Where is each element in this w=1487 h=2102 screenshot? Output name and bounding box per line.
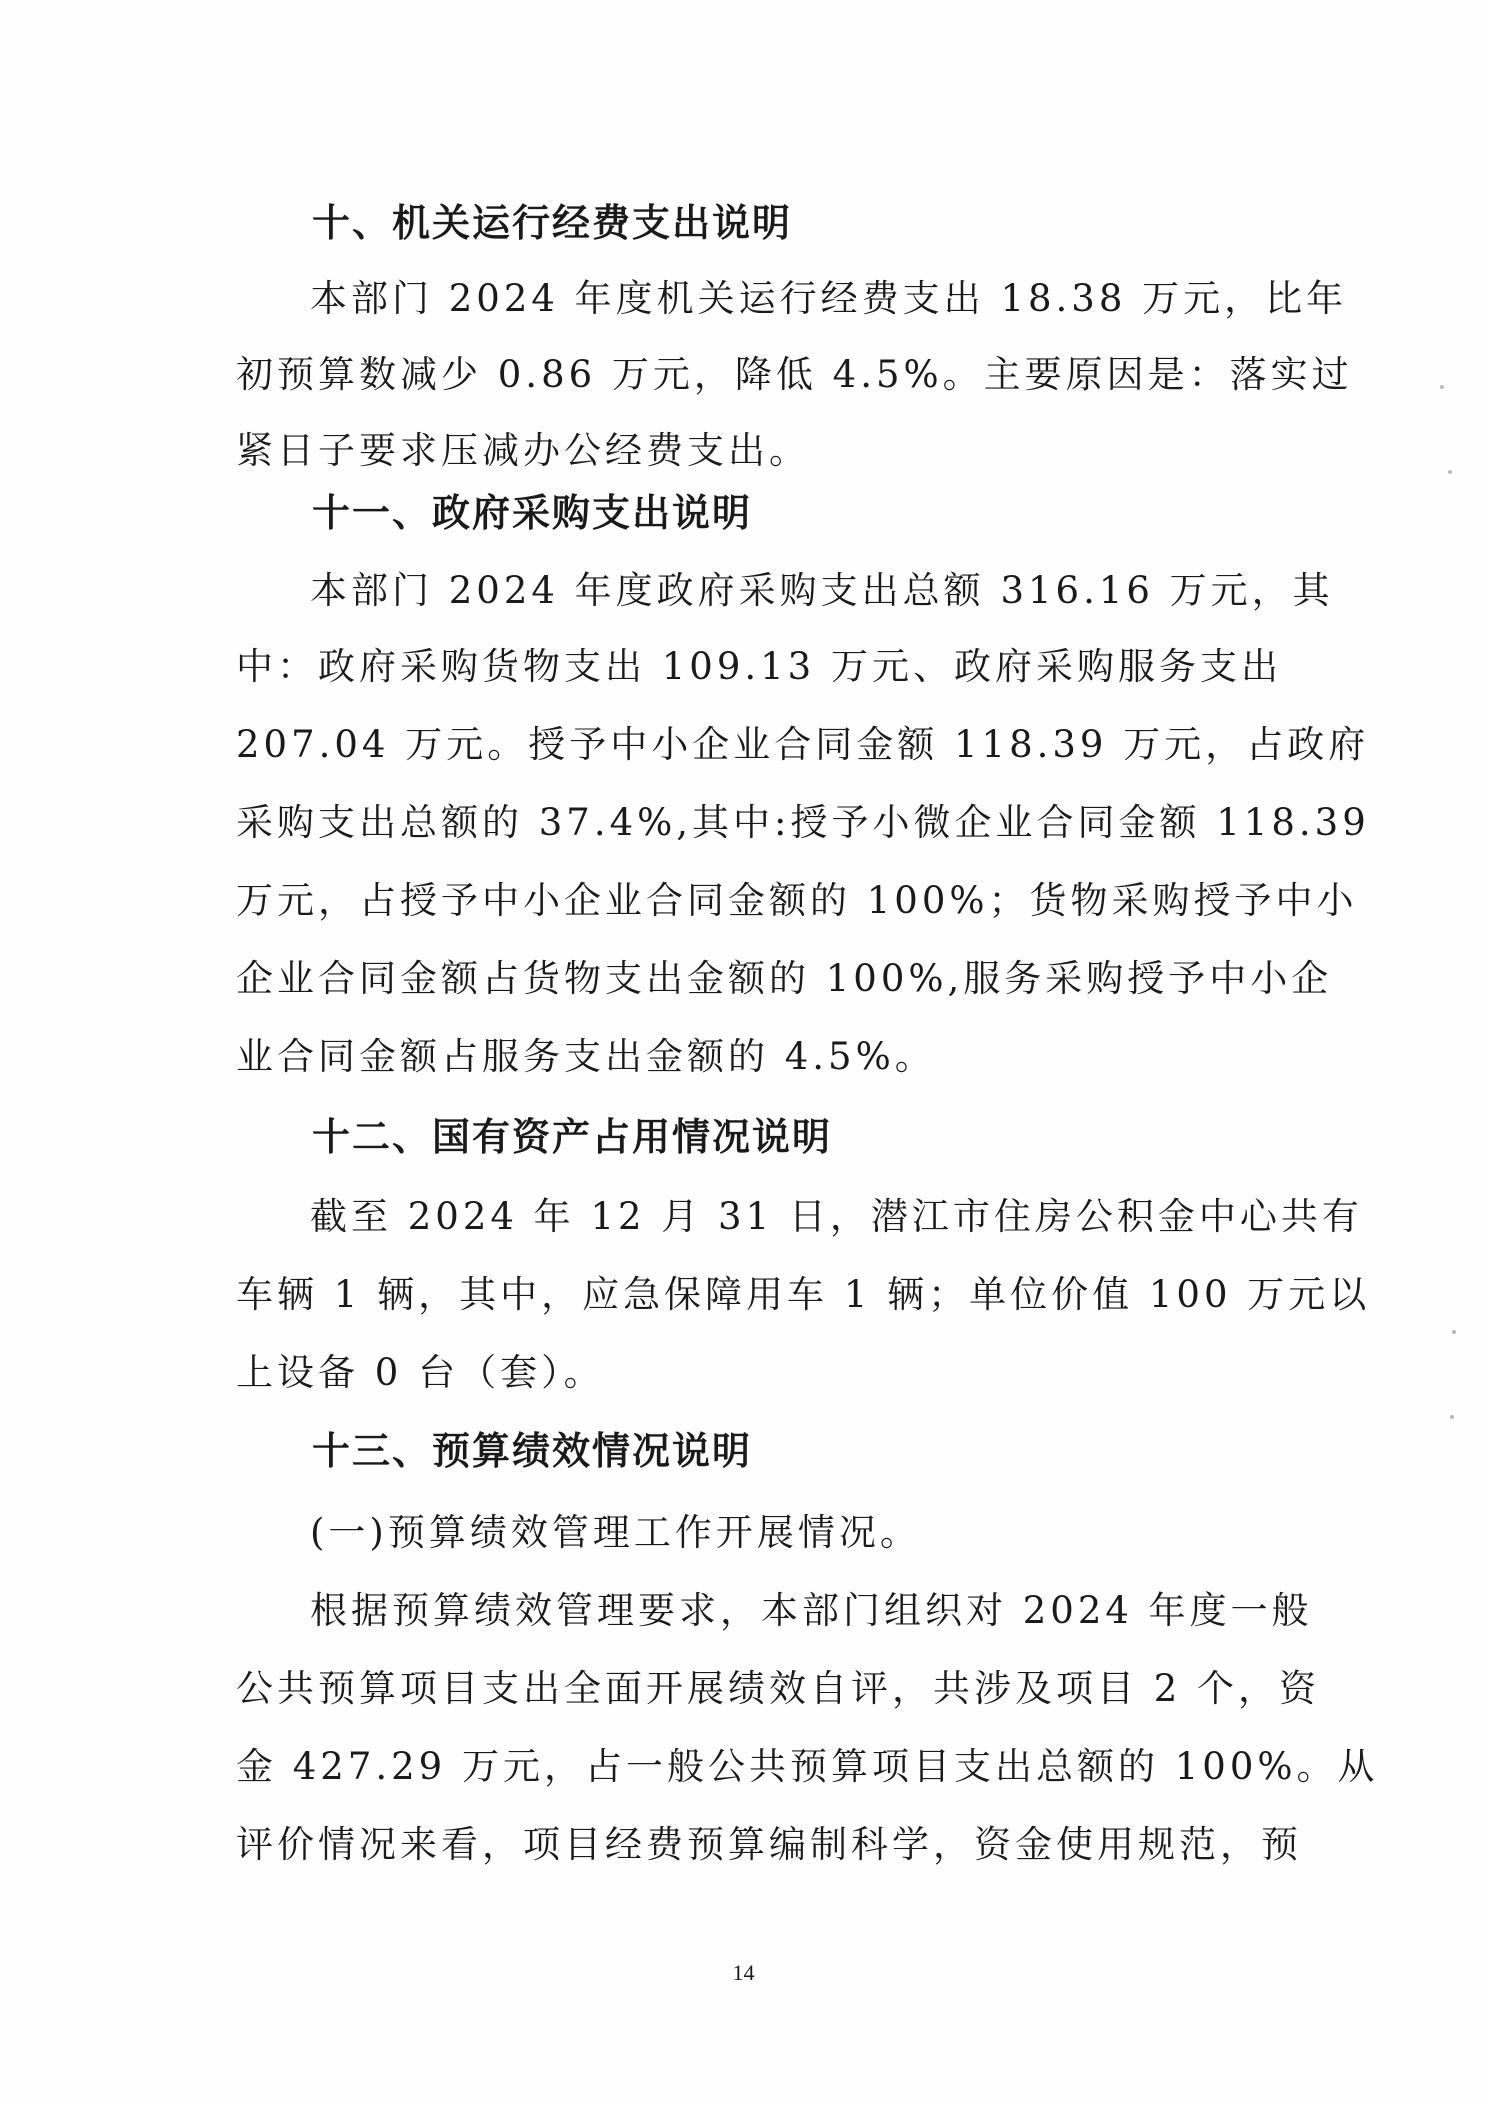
paragraph-line: 采购支出总额的 37.4%,其中:授予小微企业合同金额 118.39	[236, 801, 1370, 844]
paragraph-line: 本部门 2024 年度政府采购支出总额 316.16 万元，其	[310, 569, 1334, 612]
section-heading: 十三、预算绩效情况说明	[312, 1429, 753, 1473]
paragraph-line: (一)预算绩效管理工作开展情况。	[310, 1511, 921, 1554]
paragraph-line: 企业合同金额占货物支出金额的 100%,服务采购授予中小企	[236, 957, 1333, 1000]
paragraph-line: 根据预算绩效管理要求，本部门组织对 2024 年度一般	[310, 1589, 1313, 1632]
paragraph-line: 万元，占授予中小企业合同金额的 100%；货物采购授予中小	[236, 879, 1358, 922]
paragraph-line: 车辆 1 辆，其中，应急保障用车 1 辆；单位价值 100 万元以	[236, 1273, 1371, 1316]
scan-speck	[1450, 1415, 1454, 1419]
paragraph-line: 初预算数减少 0.86 万元，降低 4.5%。主要原因是：落实过	[236, 353, 1353, 396]
paragraph-line: 上设备 0 台（套）。	[236, 1351, 605, 1394]
scan-speck	[1440, 385, 1444, 389]
paragraph-line: 业合同金额占服务支出金额的 4.5%。	[236, 1035, 936, 1078]
section-heading: 十、机关运行经费支出说明	[312, 201, 793, 245]
paragraph-line: 207.04 万元。授予中小企业合同金额 118.39 万元，占政府	[236, 723, 1370, 766]
scan-speck	[1452, 1330, 1456, 1334]
page-number: 14	[732, 1960, 755, 1985]
paragraph-line: 本部门 2024 年度机关运行经费支出 18.38 万元，比年	[310, 277, 1348, 320]
section-heading: 十一、政府采购支出说明	[312, 491, 753, 535]
paragraph-line: 金 427.29 万元，占一般公共预算项目支出总额的 100%。从	[236, 1745, 1379, 1788]
paragraph-line: 评价情况来看，项目经费预算编制科学，资金使用规范，预	[236, 1823, 1302, 1866]
section-heading: 十二、国有资产占用情况说明	[312, 1115, 833, 1159]
paragraph-line: 截至 2024 年 12 月 31 日，潜江市住房公积金中心共有	[310, 1195, 1363, 1238]
paragraph-line: 中：政府采购货物支出 109.13 万元、政府采购服务支出	[236, 645, 1282, 688]
paragraph-line: 紧日子要求压减办公经费支出。	[236, 429, 810, 472]
scan-speck	[1448, 470, 1452, 474]
paragraph-line: 公共预算项目支出全面开展绩效自评，共涉及项目 2 个，资	[236, 1667, 1321, 1710]
